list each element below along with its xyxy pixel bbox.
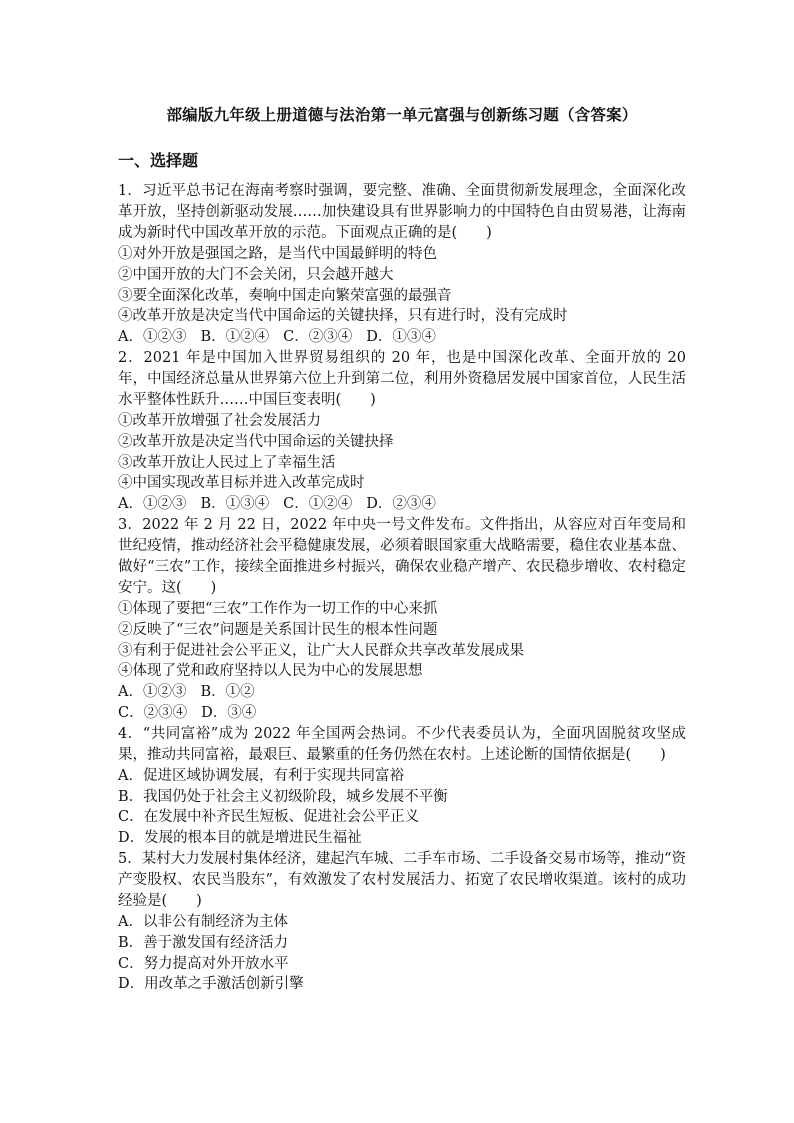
question-stem: 4．“共同富裕”成为 2022 年全国两会热词。不少代表委员认为，全面巩固脱贫攻坚成果，推动共同富裕，最艰巨、最繁重的任务仍然在农村。上述论断的国情依据是( ) bbox=[118, 725, 686, 763]
answer-choices-row bbox=[118, 682, 686, 703]
answer-choice: D．②③④ bbox=[366, 496, 436, 513]
question-5 bbox=[118, 849, 686, 995]
answer-choice: D．①③④ bbox=[366, 329, 436, 346]
document-title: 部编版九年级上册道德与法治第一单元富强与创新练习题（含答案） bbox=[166, 105, 638, 124]
question-list bbox=[118, 181, 686, 995]
question-stem: 1．习近平总书记在海南考察时强调，要完整、准确、全面贯彻新发展理念，全面深化改革开放，坚持创新驱动发展……加快建设具有世界影响力的中国特色自由贸易港，让海南成为新时代中国改革开放的示范。下面观点正确的是( ) bbox=[118, 183, 686, 241]
answer-choices-row bbox=[118, 327, 686, 348]
question-stem: 2．2021 年是中国加入世界贸易组织的 20 年，也是中国深化改革、全面开放的 20 年，中国经济总量从世界第六位上升到第二位，利用外资稳居发展中国家首位，人民生活水平整体性跃升……中国巨变表明( ) bbox=[118, 349, 686, 408]
question-option-line: ①对外开放是强国之路，是当代中国最鲜明的特色 bbox=[118, 246, 437, 262]
question-option-line: ③要全面深化改革，奏响中国走向繁荣富强的最强音 bbox=[118, 287, 452, 304]
answer-choice: B．①②④ bbox=[200, 329, 270, 346]
question-option-line: ②反映了“三农”问题是关系国计民生的根本性问题 bbox=[118, 621, 438, 638]
question-option-line: ③改革开放让人民过上了幸福生活 bbox=[118, 454, 336, 471]
question-option-line: ①改革开放增强了社会发展活力 bbox=[118, 412, 321, 429]
question-option-line: ④中国实现改革目标并进入改革完成时 bbox=[118, 475, 365, 492]
question-option-line: ②中国开放的大门不会关闭，只会越开越大 bbox=[118, 266, 394, 283]
question-stem: 3．2022 年 2 月 22 日，2022 年中央一号文件发布。文件指出，从容应对百年变局和世纪疫情，推动经济社会平稳健康发展，必须着眼国家重大战略需要，稳住农业基本盘、做好“三农”工作，接续全面推进乡村振兴，确保农业稳产增产、农民稳步增收、农村稳定安宁。这( ) bbox=[118, 516, 686, 596]
answer-choice: B．①② bbox=[200, 684, 255, 701]
answer-choice: A．①②③ bbox=[118, 329, 187, 346]
document-page bbox=[118, 103, 686, 995]
answer-choice: B．①③④ bbox=[200, 496, 270, 513]
question-option-line: D．用改革之手激活创新引擎 bbox=[118, 976, 304, 993]
question-option-line: A．以非公有制经济为主体 bbox=[118, 913, 288, 930]
question-option-line: B．我国仍处于社会主义初级阶段，城乡发展不平衡 bbox=[118, 788, 448, 805]
question-option-line: ①体现了要把“三农”工作作为一切工作的中心来抓 bbox=[118, 600, 438, 617]
question-option-line: C．努力提高对外开放水平 bbox=[118, 955, 289, 972]
answer-choices-row bbox=[118, 703, 686, 724]
question-1 bbox=[118, 181, 686, 348]
answer-choice: C．①②④ bbox=[283, 496, 353, 513]
answer-choice: C．②③④ bbox=[283, 329, 353, 346]
question-4 bbox=[118, 724, 686, 849]
answer-choice: D．③④ bbox=[201, 704, 257, 721]
section-title: 一、选择题 bbox=[118, 151, 199, 170]
question-option-line: ③有利于促进社会公平正义，让广大人民群众共享改革发展成果 bbox=[118, 642, 524, 659]
question-option-line: B．善于激发国有经济活力 bbox=[118, 934, 289, 951]
question-stem: 5．某村大力发展村集体经济，建起汽车城、二手车市场、二手设备交易市场等，推动“资产变股权、农民当股东”，有效激发了农村发展活力、拓宽了农民增收渠道。该村的成功经验是( ) bbox=[118, 850, 686, 909]
question-option-line: C．在发展中补齐民生短板、促进社会公平正义 bbox=[118, 809, 420, 826]
answer-choices-row bbox=[118, 494, 686, 515]
question-option-line: A．促进区域协调发展，有利于实现共同富裕 bbox=[118, 767, 404, 784]
question-option-line: D．发展的根本目的就是增进民生福祉 bbox=[118, 830, 362, 847]
question-option-line: ②改革开放是决定当代中国命运的关键抉择 bbox=[118, 433, 394, 450]
answer-choice: C．②③④ bbox=[118, 704, 188, 721]
answer-choice: A．①②③ bbox=[118, 684, 187, 701]
question-2 bbox=[118, 348, 686, 515]
question-3 bbox=[118, 515, 686, 724]
question-option-line: ④体现了党和政府坚持以人民为中心的发展思想 bbox=[118, 663, 423, 680]
answer-choice: A．①②③ bbox=[118, 496, 187, 513]
question-option-line: ④改革开放是决定当代中国命运的关键抉择，只有进行时，没有完成时 bbox=[118, 308, 568, 325]
